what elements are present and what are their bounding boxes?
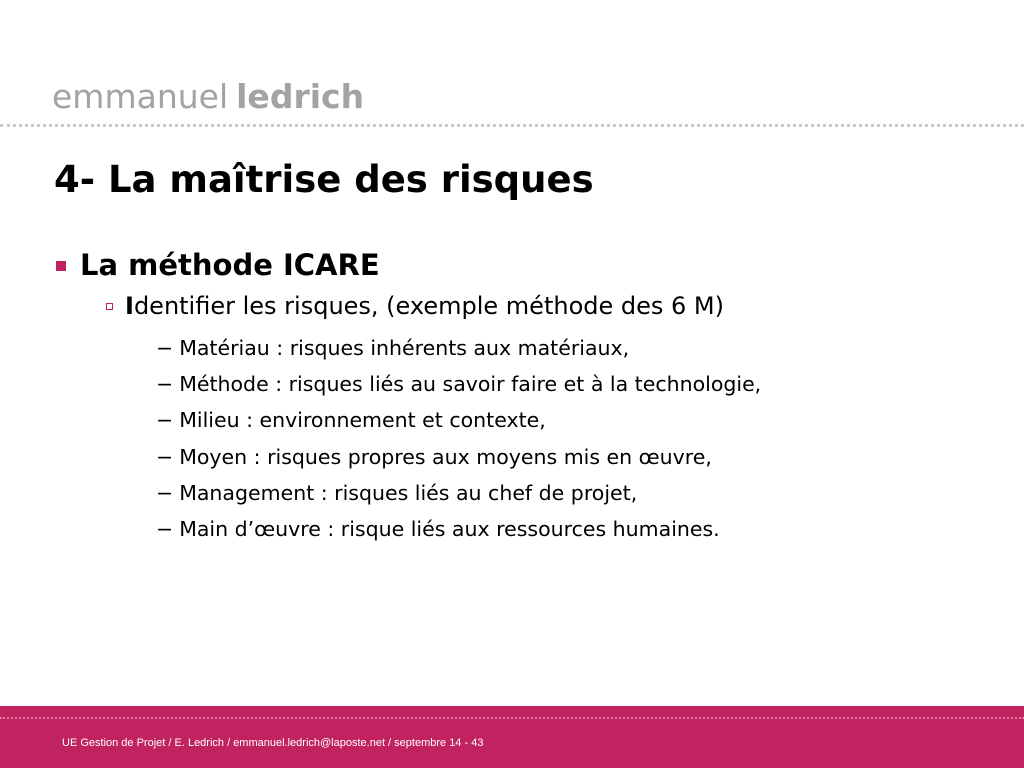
dash-bullet-icon: − [156, 517, 174, 541]
brand-bold-text: ledrich [236, 77, 365, 116]
list-item [156, 481, 637, 506]
dash-bullet-icon: − [156, 445, 174, 469]
list-item-text: Milieu : environnement et contexte, [179, 408, 546, 432]
list-item [156, 445, 712, 470]
bullet-level2-initial: I [125, 292, 134, 320]
list-item-text: Main d’œuvre : risque liés aux ressources humaines. [179, 517, 720, 541]
dash-bullet-icon: − [156, 336, 174, 360]
bullet-level2-rest: dentifier les risques, (exemple méthode des 6 M) [133, 292, 724, 320]
list-item-text: Matériau : risques inhérents aux matériaux, [179, 336, 630, 360]
list-item [156, 372, 761, 397]
list-item-text: Méthode : risques liés au savoir faire et à la technologie, [179, 372, 762, 396]
footer-divider [0, 717, 1024, 719]
slide-title: 4- La maîtrise des risques [54, 158, 594, 201]
hollow-square-bullet-icon [106, 303, 113, 310]
bullet-level2 [106, 292, 724, 321]
dash-bullet-icon: − [156, 372, 174, 396]
dash-bullet-icon: − [156, 481, 174, 505]
brand-light-text: emmanuel [52, 77, 229, 116]
footer-text: UE Gestion de Projet / E. Ledrich / emmanuel.ledrich@laposte.net / septembre 14 - 43 [62, 737, 484, 749]
square-bullet-icon [56, 261, 66, 271]
bullet-level2-text [125, 292, 724, 321]
list-item-text: Management : risques liés au chef de projet, [179, 481, 638, 505]
brand-logo [52, 77, 365, 116]
list-item [156, 408, 546, 433]
list-item [156, 336, 629, 361]
list-item [156, 517, 720, 542]
bullet-level1 [56, 248, 380, 283]
bullet-level1-text: La méthode ICARE [80, 248, 380, 282]
list-item-text: Moyen : risques propres aux moyens mis en œuvre, [179, 445, 712, 469]
dash-bullet-icon: − [156, 408, 174, 432]
header-divider [0, 124, 1024, 127]
